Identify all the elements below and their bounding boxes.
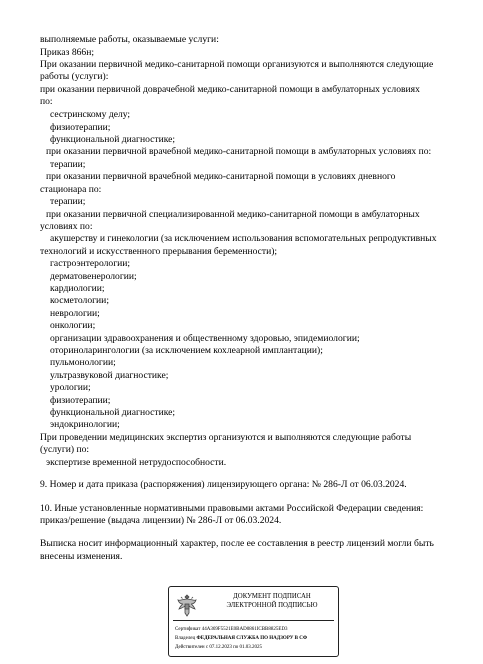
text-line: стационара по: (40, 184, 102, 195)
text-line: 10. Иные установленные нормативными правовыми актами Российской Федерации сведения: (40, 503, 424, 514)
stamp-validity: Действителен с 07.12.2023 по 01.03.2025 (175, 645, 262, 650)
text-line: онкологии; (50, 320, 96, 331)
text-line: организации здравоохранения и общественному здоровью, эпидемиологии; (50, 333, 360, 344)
text-line: эндокринологии; (50, 419, 120, 430)
text-line: косметологии; (50, 295, 109, 306)
text-line: акушерству и гинекологии (за исключением использования вспомогательных репродуктивных (50, 233, 437, 244)
text-line: функциональной диагностике; (50, 407, 176, 418)
text-line: внесены изменения. (40, 551, 123, 562)
text-line: выполняемые работы, оказываемые услуги: (40, 34, 219, 45)
stamp-cert-label: Сертификат (175, 627, 201, 632)
electronic-signature-stamp (168, 586, 339, 657)
stamp-owner-value: ФЕДЕРАЛЬНАЯ СЛУЖБА ПО НАДЗОРУ В СФ (196, 636, 308, 641)
text-line: ультразвуковой диагностике; (50, 370, 169, 381)
text-line: Выписка носит информационный характер, после ее составления в реестр лицензий могли быть (40, 538, 434, 549)
stamp-cert-value: 44A369F5521E0BAD0861ICBB8825ED3 (201, 627, 288, 632)
text-line: физиотерапии; (50, 395, 111, 406)
text-line: при оказании первичной врачебной медико-санитарной помощи в амбулаторных условиях по: (46, 146, 432, 157)
stamp-owner-label: Владелец (175, 636, 196, 641)
text-line: дерматовенерологии; (50, 271, 137, 282)
stamp-certificate (175, 627, 288, 633)
text-line: При проведении медицинских экспертиз организуются и выполняются следующие работы (40, 432, 412, 443)
text-line: урологии; (50, 382, 91, 393)
text-line: терапии; (50, 196, 86, 207)
text-line: сестринскому делу; (50, 109, 131, 120)
text-line: Приказ 866н; (40, 47, 95, 58)
text-line: 9. Номер и дата приказа (распоряжения) лицензирующего органа: № 286-Л от 06.03.2024. (40, 479, 407, 490)
text-line: При оказании первичной медико-санитарной помощи организуются и выполняются следующие (40, 59, 434, 70)
text-line: пульмонологии; (50, 357, 116, 368)
text-line: приказ/решение (выдача лицензии) № 286-Л от 06.03.2024. (40, 515, 282, 526)
stamp-divider (173, 620, 334, 621)
text-line: оториноларингологии (за исключением кохлеарной имплантации); (50, 345, 323, 356)
text-line: при оказании первичной доврачебной медико-санитарной помощи в амбулаторных условиях (40, 84, 420, 95)
text-line: условиях по: (40, 221, 93, 232)
stamp-subtitle: ЭЛЕКТРОННОЙ ПОДПИСЬЮ (226, 602, 318, 609)
text-line: функциональной диагностике; (50, 134, 176, 145)
text-line: по: (40, 96, 53, 107)
text-line: при оказании первичной специализированной медико-санитарной помощи в амбулаторных (46, 209, 420, 220)
text-line: неврологии; (50, 308, 100, 319)
coat-of-arms-icon (175, 592, 199, 620)
text-line: работы (услуги): (40, 71, 109, 82)
text-line: кардиологии; (50, 283, 105, 294)
text-line: гастроэнтерологии; (50, 258, 131, 269)
text-line: экспертизе временной нетрудоспособности. (46, 457, 227, 468)
text-line: технологий и искусственного прерывания беременности); (40, 246, 278, 257)
text-line: терапии; (50, 159, 86, 170)
text-line: (услуги) по: (40, 444, 90, 455)
stamp-owner (175, 636, 307, 642)
text-line: при оказании первичной врачебной медико-санитарной помощи в условиях дневного (46, 171, 396, 182)
stamp-title: ДОКУМЕНТ ПОДПИСАН (233, 593, 311, 600)
text-line: физиотерапии; (50, 122, 111, 133)
